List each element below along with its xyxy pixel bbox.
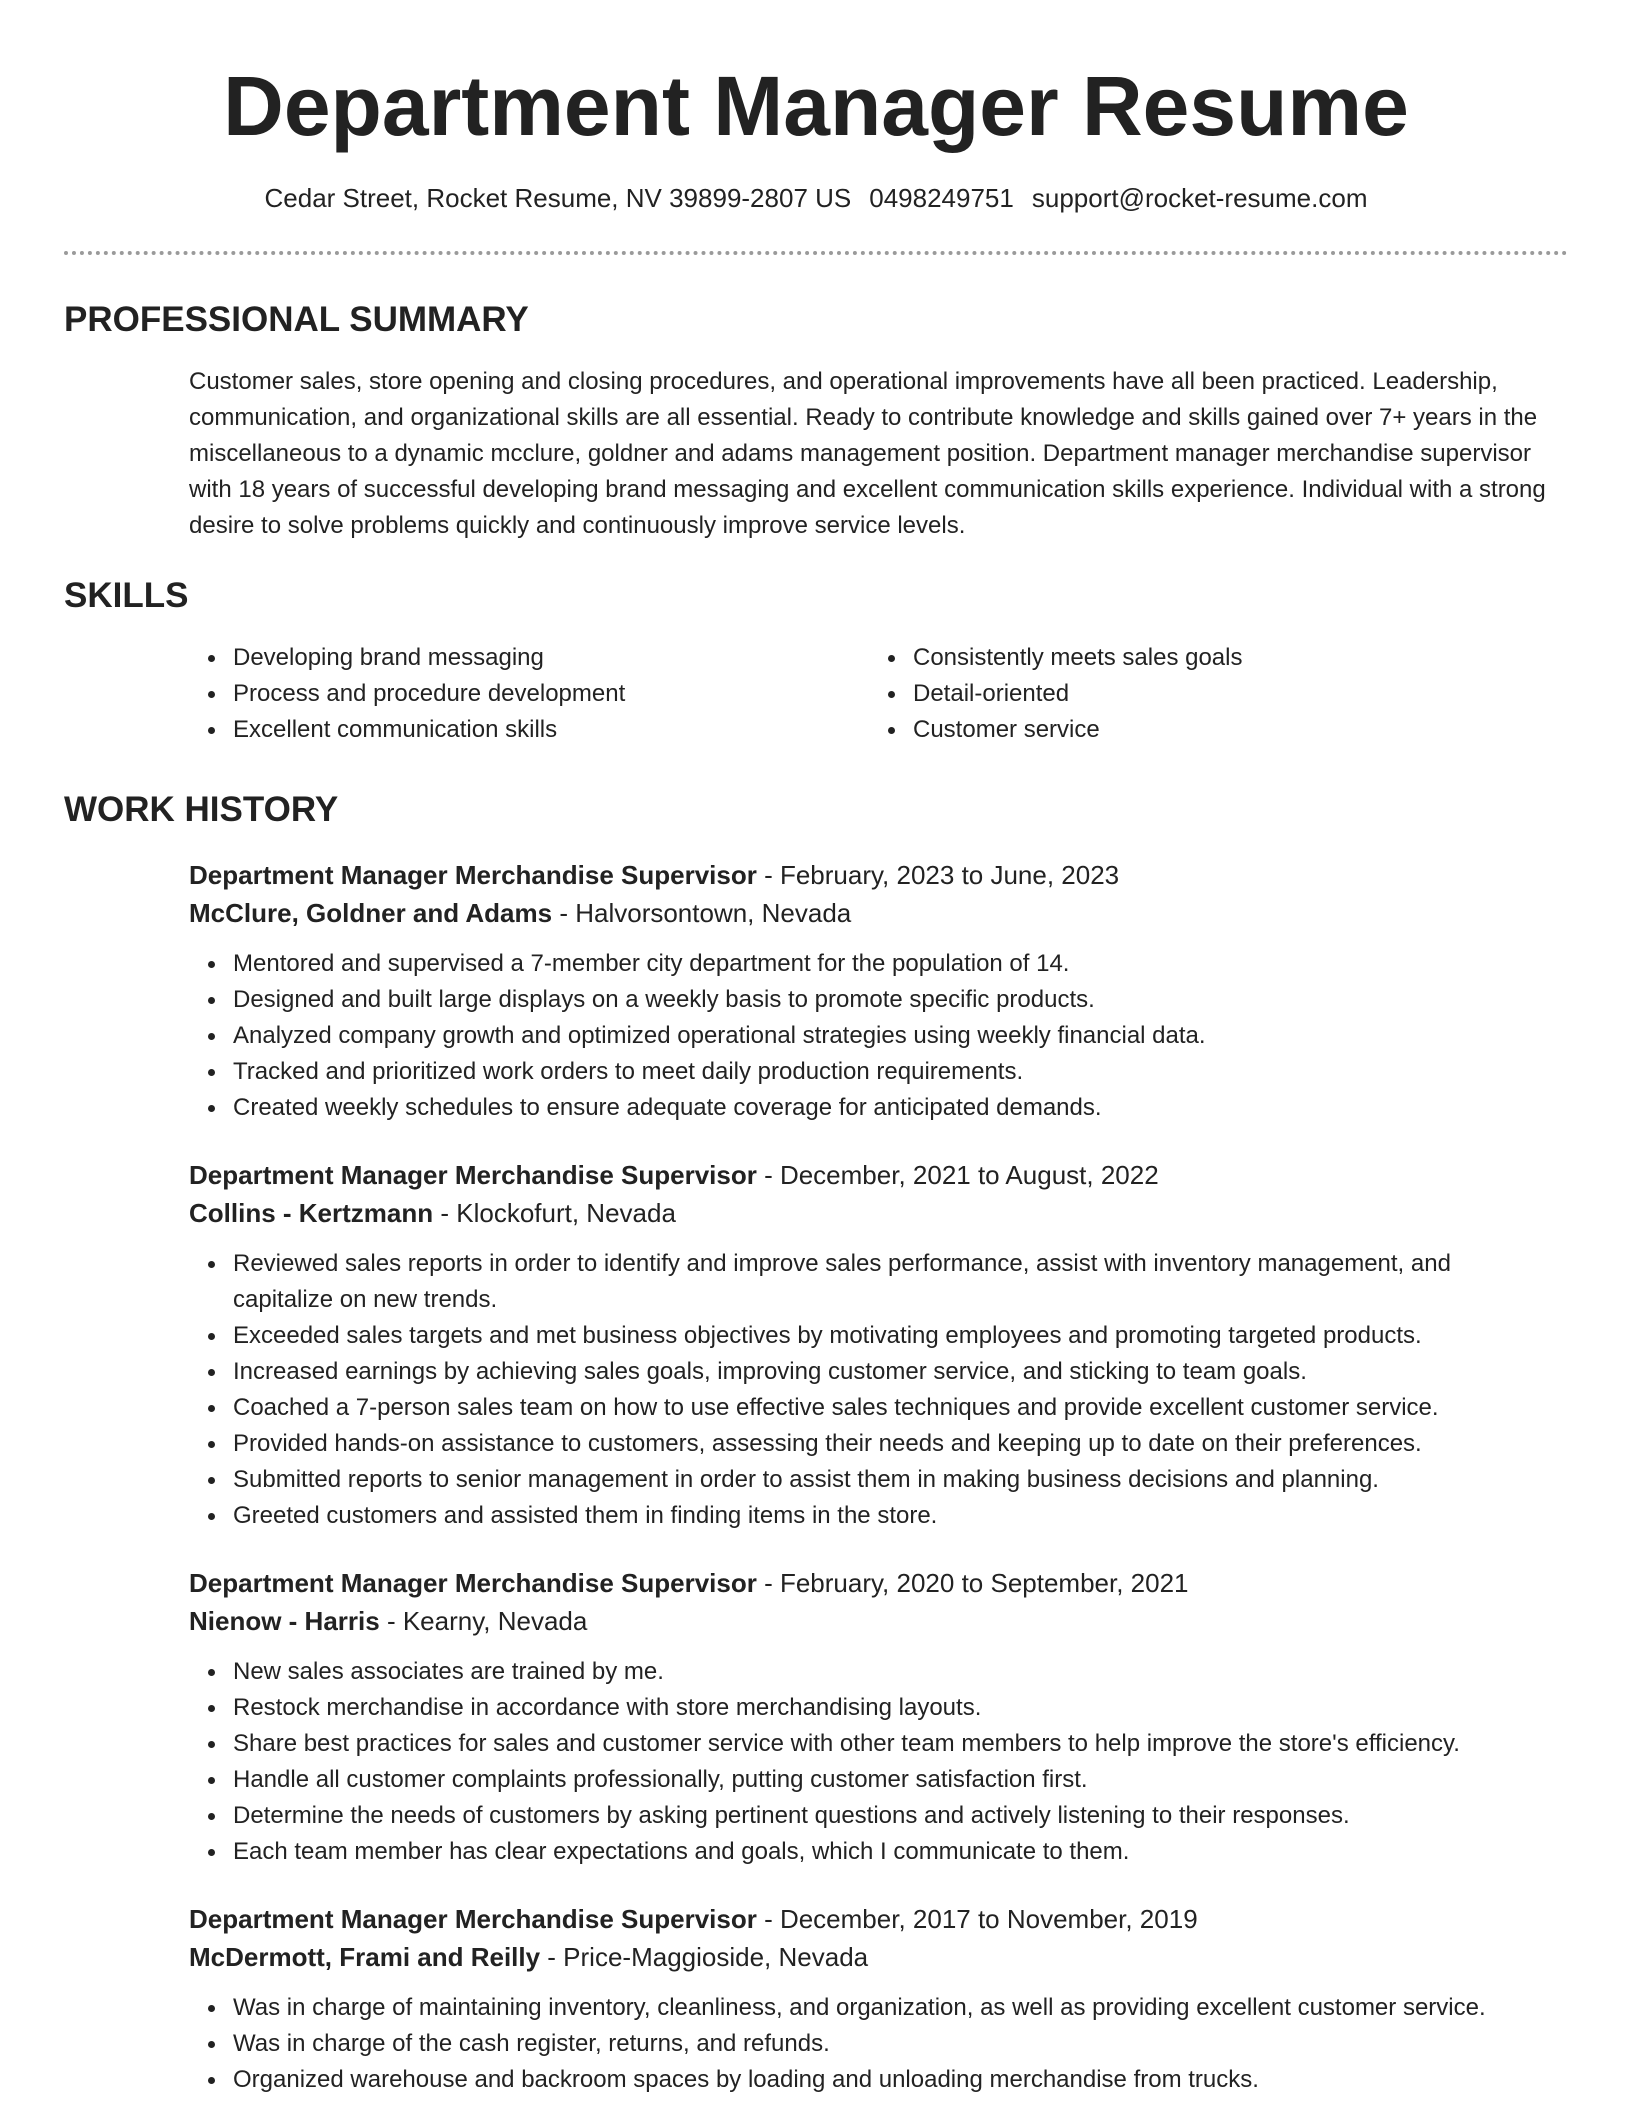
job-title-line [189, 1564, 1549, 1602]
contact-phone: 0498249751 [869, 183, 1014, 213]
job-bullet: Was in charge of maintaining inventory, cleanliness, and organization, as well as providing excellent customer service. [233, 1990, 1549, 2026]
job-dates: - December, 2021 to August, 2022 [756, 1160, 1159, 1190]
job-bullet: Submitted reports to senior management in order to assist them in making business decisions and planning. [233, 1462, 1549, 1498]
job-bullet: Each team member has clear expectations and goals, which I communicate to them. [233, 1834, 1549, 1870]
job-title: Department Manager Merchandise Supervisor [189, 1568, 757, 1598]
resume-title: Department Manager Resume [223, 59, 1409, 153]
job-bullet: Designed and built large displays on a weekly basis to promote specific products. [233, 982, 1549, 1018]
job-bullet: Share best practices for sales and customer service with other team members to help improve the store's efficiency. [233, 1726, 1549, 1762]
job-bullet: Was in charge of the cash register, returns, and refunds. [233, 2026, 1549, 2062]
job-location: - Kearny, Nevada [379, 1606, 588, 1636]
job-company-line [189, 894, 1549, 932]
job-bullet: Created weekly schedules to ensure adequate coverage for anticipated demands. [233, 1090, 1549, 1126]
contact-address: Cedar Street, Rocket Resume, NV 39899-2807 US [264, 183, 852, 213]
work-history-heading: WORK HISTORY [64, 790, 339, 829]
job-bullets [189, 946, 1549, 1126]
job-company-line [189, 1194, 1549, 1232]
skill-item: Detail-oriented [913, 676, 1549, 712]
job-bullet: Handle all customer complaints professionally, putting customer satisfaction first. [233, 1762, 1549, 1798]
job-company: McDermott, Frami and Reilly [189, 1942, 541, 1972]
job-title: Department Manager Merchandise Supervisor [189, 860, 757, 890]
job-bullets [189, 1990, 1549, 2098]
job-bullet: Provided hands-on assistance to customers, assessing their needs and keeping up to date on their preferences. [233, 1426, 1549, 1462]
job-title: Department Manager Merchandise Supervisor [189, 1904, 757, 1934]
job-bullet: Exceeded sales targets and met business objectives by motivating employees and promoting targeted products. [233, 1318, 1549, 1354]
job-entry [189, 856, 1549, 1126]
job-company-line [189, 1938, 1549, 1976]
job-location: - Klockofurt, Nevada [433, 1198, 676, 1228]
job-title-line [189, 1900, 1549, 1938]
job-bullet: Mentored and supervised a 7-member city department for the population of 14. [233, 946, 1549, 982]
skills-grid [189, 640, 1549, 748]
job-company-line [189, 1602, 1549, 1640]
skill-item: Customer service [913, 712, 1549, 748]
work-history-section [0, 786, 1632, 2098]
job-company: Collins - Kertzmann [189, 1198, 434, 1228]
job-dates: - February, 2020 to September, 2021 [756, 1568, 1189, 1598]
job-bullet: Reviewed sales reports in order to identify and improve sales performance, assist with inventory management, and capitalize on new trends. [233, 1246, 1549, 1318]
job-dates: - December, 2017 to November, 2019 [756, 1904, 1198, 1934]
job-bullet: New sales associates are trained by me. [233, 1654, 1549, 1690]
contact-line [0, 180, 1632, 216]
job-bullet: Restock merchandise in accordance with store merchandising layouts. [233, 1690, 1549, 1726]
job-title: Department Manager Merchandise Supervisor [189, 1160, 757, 1190]
skills-section [0, 572, 1632, 748]
header-divider [64, 251, 1568, 255]
skill-item: Developing brand messaging [233, 640, 869, 676]
job-title-line [189, 1156, 1549, 1194]
contact-email: support@rocket-resume.com [1031, 183, 1368, 213]
job-company: McClure, Goldner and Adams [189, 898, 553, 928]
job-bullet: Tracked and prioritized work orders to meet daily production requirements. [233, 1054, 1549, 1090]
job-bullet: Increased earnings by achieving sales goals, improving customer service, and sticking to team goals. [233, 1354, 1549, 1390]
summary-heading: PROFESSIONAL SUMMARY [64, 300, 529, 339]
job-bullet: Organized warehouse and backroom spaces by loading and unloading merchandise from trucks. [233, 2062, 1549, 2098]
job-entry [189, 1900, 1549, 2098]
skill-item: Process and procedure development [233, 676, 869, 712]
job-bullet: Determine the needs of customers by asking pertinent questions and actively listening to their responses. [233, 1798, 1549, 1834]
skill-item: Consistently meets sales goals [913, 640, 1549, 676]
summary-text: Customer sales, store opening and closing procedures, and operational improvements have all been practiced. Leadership, communication, and organizational skills are all essential. Ready to contribute knowledge and skills gained over 7+ years in the miscellaneous to a dynamic mcclure, goldner and adams management position. Department manager merchandise supervisor with 18 years of successful developing brand messaging and excellent communication skills experience. Individual with a strong desire to solve problems quickly and continuously improve service levels. [189, 368, 1546, 539]
job-company: Nienow - Harris [189, 1606, 380, 1636]
summary-section [0, 296, 1632, 544]
job-dates: - February, 2023 to June, 2023 [756, 860, 1120, 890]
skill-item: Excellent communication skills [233, 712, 869, 748]
job-bullet: Coached a 7-person sales team on how to use effective sales techniques and provide excellent customer service. [233, 1390, 1549, 1426]
job-entry [189, 1156, 1549, 1534]
job-location: - Halvorsontown, Nevada [552, 898, 852, 928]
job-bullets [189, 1654, 1549, 1870]
skills-heading: SKILLS [64, 576, 189, 615]
job-bullets [189, 1246, 1549, 1534]
skills-left-column [189, 640, 869, 748]
skills-right-column [869, 640, 1549, 748]
job-title-line [189, 856, 1549, 894]
job-bullet: Greeted customers and assisted them in finding items in the store. [233, 1498, 1549, 1534]
resume-content [0, 296, 1632, 2098]
job-entry [189, 1564, 1549, 1870]
job-location: - Price-Maggioside, Nevada [540, 1942, 869, 1972]
job-bullet: Analyzed company growth and optimized operational strategies using weekly financial data. [233, 1018, 1549, 1054]
